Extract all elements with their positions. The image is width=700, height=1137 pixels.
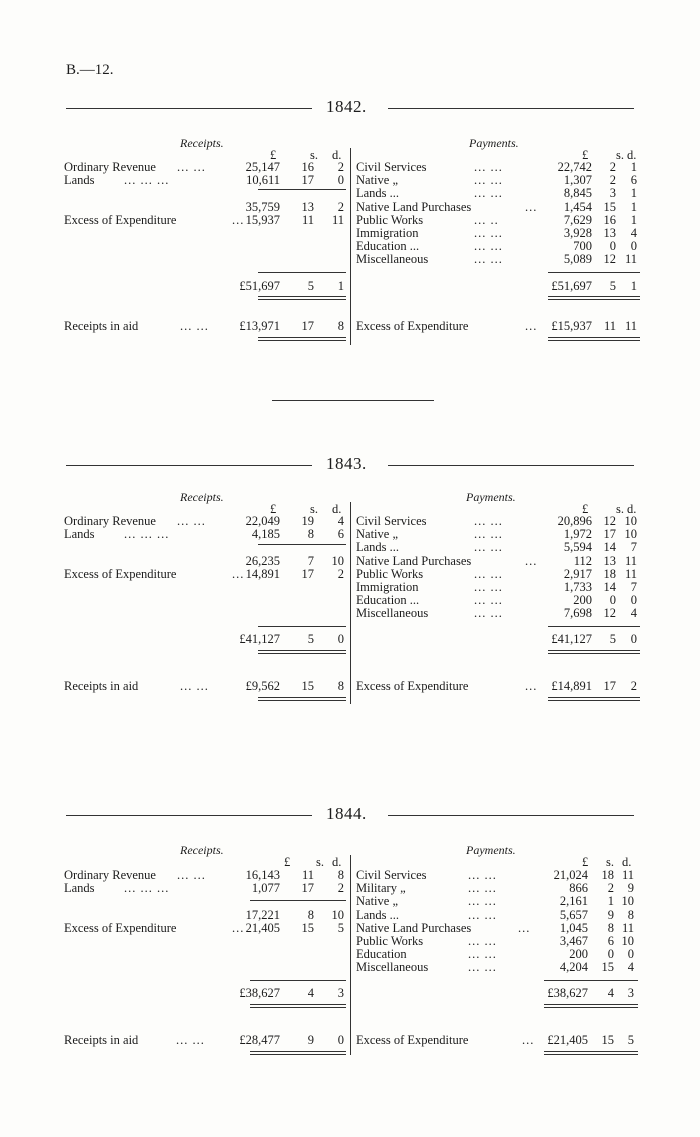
leader-dots: ... ... xyxy=(474,514,503,528)
amount-shillings: 16 xyxy=(603,213,616,227)
amount-shillings: 8 xyxy=(307,527,314,541)
column-divider xyxy=(350,148,351,345)
amount-pence: 4 xyxy=(337,514,344,528)
pound-header: £ xyxy=(582,855,589,869)
amount-shillings: 17 xyxy=(301,319,314,333)
receipt-label: Ordinary Revenue xyxy=(64,160,156,174)
amount-pence: 11 xyxy=(621,868,634,882)
leader-dots: ... ... ... xyxy=(124,173,170,187)
aid-double-rule xyxy=(258,337,346,341)
leader-dots: ... ... xyxy=(474,567,503,581)
shilling-header: s. xyxy=(616,502,624,516)
leader-dots: ... xyxy=(232,213,245,227)
amount-pounds: £38,627 xyxy=(239,986,280,1000)
section-separator xyxy=(272,400,434,401)
amount-pounds: 1,045 xyxy=(559,921,588,935)
leader-dots: ... ... ... xyxy=(124,881,170,895)
subtotal-rule xyxy=(258,189,346,190)
leader-dots: ... ... xyxy=(177,160,206,174)
total-double-rule xyxy=(544,1004,638,1008)
amount-pounds: 1,454 xyxy=(563,200,592,214)
pound-header: £ xyxy=(582,502,589,516)
receipt-label: Excess of Expenditure xyxy=(64,567,177,581)
payment-label: Native „ xyxy=(356,894,398,908)
leader-dots: ... ... xyxy=(468,868,497,882)
payment-label: Lands ... xyxy=(356,186,400,200)
aid-double-rule xyxy=(250,1051,346,1055)
amount-pounds: 10,611 xyxy=(246,173,280,187)
amount-pence: 10 xyxy=(624,527,637,541)
amount-shillings: 15 xyxy=(601,960,614,974)
amount-shillings: 2 xyxy=(609,173,616,187)
amount-pence: 6 xyxy=(630,173,637,187)
amount-pence: 1 xyxy=(630,279,637,293)
title-rule-left xyxy=(66,815,312,816)
amount-shillings: 8 xyxy=(607,921,614,935)
payment-label: Miscellaneous xyxy=(356,960,429,974)
total-double-rule xyxy=(548,650,640,654)
amount-shillings: 5 xyxy=(307,279,314,293)
receipt-label: Ordinary Revenue xyxy=(64,868,156,882)
total-rule xyxy=(548,626,640,627)
amount-shillings: 12 xyxy=(603,514,616,528)
amount-pence: 2 xyxy=(337,881,344,895)
total-double-rule xyxy=(258,650,346,654)
amount-shillings: 14 xyxy=(603,540,616,554)
amount-pounds: 1,972 xyxy=(563,527,592,541)
amount-pounds: 2,161 xyxy=(559,894,588,908)
payment-label: Public Works xyxy=(356,567,424,581)
total-double-rule xyxy=(250,1004,346,1008)
amount-shillings: 4 xyxy=(607,986,614,1000)
amount-shillings: 0 xyxy=(609,593,616,607)
amount-pounds: 200 xyxy=(569,947,588,961)
title-rule-right xyxy=(388,815,634,816)
amount-shillings: 5 xyxy=(609,279,616,293)
page-reference: B.—12. xyxy=(66,62,114,78)
leader-dots: ... xyxy=(525,554,538,568)
amount-pence: 11 xyxy=(624,252,637,266)
leader-dots: ... ... xyxy=(180,679,209,693)
pence-header: d. xyxy=(332,148,342,162)
payment-label: Civil Services xyxy=(356,868,427,882)
leader-dots: ... ... xyxy=(180,319,209,333)
payments-header: Payments. xyxy=(469,136,519,150)
leader-dots: ... ... xyxy=(474,252,503,266)
amount-pence: 10 xyxy=(331,908,344,922)
leader-dots: ... ... xyxy=(468,947,497,961)
shilling-header: s. xyxy=(310,502,318,516)
payment-label: Immigration xyxy=(356,580,419,594)
amount-shillings: 8 xyxy=(307,908,314,922)
leader-dots: ... ... xyxy=(177,514,206,528)
amount-pence: 11 xyxy=(624,554,637,568)
column-divider xyxy=(350,855,351,1055)
title-rule-left xyxy=(66,108,312,109)
amount-pounds: 2,917 xyxy=(563,567,592,581)
amount-pounds: 22,742 xyxy=(557,160,592,174)
amount-shillings: 5 xyxy=(609,632,616,646)
amount-pounds: 1,733 xyxy=(563,580,592,594)
amount-shillings: 0 xyxy=(609,239,616,253)
amount-pence: 2 xyxy=(337,160,344,174)
amount-pounds: 866 xyxy=(569,881,588,895)
amount-shillings: 18 xyxy=(601,868,614,882)
amount-pounds: 3,467 xyxy=(559,934,588,948)
subtotal-rule xyxy=(250,900,346,901)
amount-pounds: 5,594 xyxy=(563,540,592,554)
amount-pounds: 25,147 xyxy=(245,160,280,174)
amount-pounds: 112 xyxy=(573,554,592,568)
amount-pounds: £41,127 xyxy=(551,632,592,646)
amount-shillings: 17 xyxy=(301,173,314,187)
amount-pence: 3 xyxy=(337,986,344,1000)
amount-shillings: 9 xyxy=(607,908,614,922)
amount-pence: 7 xyxy=(630,580,637,594)
amount-pence: 8 xyxy=(337,868,344,882)
leader-dots: ... xyxy=(232,567,245,581)
receipt-label: Lands xyxy=(64,881,95,895)
total-rule xyxy=(544,980,638,981)
leader-dots: ... ... xyxy=(468,960,497,974)
receipt-label: Excess of Expenditure xyxy=(64,921,177,935)
amount-pounds: 1,077 xyxy=(251,881,280,895)
amount-pounds: 4,204 xyxy=(559,960,588,974)
amount-pence: 4 xyxy=(630,606,637,620)
amount-pence: 1 xyxy=(630,186,637,200)
amount-shillings: 11 xyxy=(603,319,616,333)
payment-label: Public Works xyxy=(356,934,424,948)
payment-label: Excess of Expenditure xyxy=(356,1033,469,1047)
amount-pence: 5 xyxy=(337,921,344,935)
amount-pounds: 4,185 xyxy=(251,527,280,541)
amount-pence: 1 xyxy=(630,213,637,227)
leader-dots: ... ... xyxy=(474,226,503,240)
aid-double-rule xyxy=(548,697,640,701)
leader-dots: ... ... xyxy=(474,173,503,187)
total-double-rule xyxy=(548,296,640,300)
title-rule-left xyxy=(66,465,312,466)
amount-pence: 2 xyxy=(337,567,344,581)
leader-dots: ... ... xyxy=(474,239,503,253)
payment-label: Military „ xyxy=(356,881,406,895)
pound-header: £ xyxy=(284,855,291,869)
leader-dots: ... ... ... xyxy=(124,527,170,541)
payment-label: Native Land Purchases xyxy=(356,200,472,214)
payment-label: Education ... xyxy=(356,593,420,607)
amount-shillings: 15 xyxy=(301,921,314,935)
shilling-header: s. xyxy=(316,855,324,869)
total-rule xyxy=(258,272,346,273)
amount-pence: 4 xyxy=(630,226,637,240)
pence-header: d. xyxy=(627,502,637,516)
receipt-label: Ordinary Revenue xyxy=(64,514,156,528)
amount-shillings: 6 xyxy=(607,934,614,948)
leader-dots: ... xyxy=(525,679,538,693)
amount-pounds: 14,891 xyxy=(245,567,280,581)
receipts-header: Receipts. xyxy=(180,136,224,150)
amount-pence: 10 xyxy=(621,894,634,908)
title-rule-right xyxy=(388,465,634,466)
amount-pence: 0 xyxy=(627,947,634,961)
payment-label: Native Land Purchases xyxy=(356,554,472,568)
amount-pounds: 5,657 xyxy=(559,908,588,922)
amount-pence: 9 xyxy=(627,881,634,895)
amount-pounds: 16,143 xyxy=(245,868,280,882)
amount-shillings: 16 xyxy=(301,160,314,174)
amount-shillings: 14 xyxy=(603,580,616,594)
leader-dots: ... ... xyxy=(468,908,497,922)
leader-dots: ... ... xyxy=(468,894,497,908)
amount-shillings: 19 xyxy=(301,514,314,528)
receipt-label: Receipts in aid xyxy=(64,319,139,333)
amount-pence: 8 xyxy=(337,679,344,693)
amount-pence: 1 xyxy=(337,279,344,293)
leader-dots: ... ... xyxy=(474,186,503,200)
amount-shillings: 17 xyxy=(301,881,314,895)
aid-double-rule xyxy=(548,337,640,341)
amount-shillings: 17 xyxy=(301,567,314,581)
receipt-label: Receipts in aid xyxy=(64,1033,139,1047)
payment-label: Miscellaneous xyxy=(356,606,429,620)
receipt-label: Lands xyxy=(64,173,95,187)
amount-pounds: 21,024 xyxy=(553,868,588,882)
payment-label: Lands ... xyxy=(356,908,400,922)
leader-dots: ... ... xyxy=(474,606,503,620)
amount-pounds: £28,477 xyxy=(239,1033,280,1047)
amount-shillings: 13 xyxy=(603,226,616,240)
amount-pence: 5 xyxy=(627,1033,634,1047)
amount-pence: 0 xyxy=(630,593,637,607)
amount-pounds: 20,896 xyxy=(557,514,592,528)
amount-shillings: 11 xyxy=(301,868,314,882)
amount-pounds: 1,307 xyxy=(563,173,592,187)
payment-label: Education ... xyxy=(356,239,420,253)
leader-dots: ... ... xyxy=(474,580,503,594)
amount-shillings: 12 xyxy=(603,252,616,266)
amount-pence: 10 xyxy=(331,554,344,568)
amount-shillings: 12 xyxy=(603,606,616,620)
year-title: 1843. xyxy=(326,454,367,473)
payment-label: Civil Services xyxy=(356,514,427,528)
shilling-header: s. xyxy=(606,855,614,869)
payment-label: Native „ xyxy=(356,173,398,187)
amount-pounds: 35,759 xyxy=(245,200,280,214)
amount-pence: 0 xyxy=(337,632,344,646)
payment-label: Excess of Expenditure xyxy=(356,319,469,333)
payment-label: Civil Services xyxy=(356,160,427,174)
subtotal-rule xyxy=(258,544,346,545)
amount-shillings: 15 xyxy=(601,1033,614,1047)
amount-pounds: £13,971 xyxy=(239,319,280,333)
total-double-rule xyxy=(258,296,346,300)
amount-pence: 7 xyxy=(630,540,637,554)
payment-label: Native „ xyxy=(356,527,398,541)
amount-pence: 8 xyxy=(627,908,634,922)
receipt-label: Lands xyxy=(64,527,95,541)
amount-pence: 10 xyxy=(624,514,637,528)
leader-dots: ... ... xyxy=(468,881,497,895)
leader-dots: ... ... xyxy=(474,593,503,607)
amount-pounds: £51,697 xyxy=(551,279,592,293)
payment-label: Immigration xyxy=(356,226,419,240)
payment-label: Miscellaneous xyxy=(356,252,429,266)
leader-dots: ... .. xyxy=(474,213,499,227)
receipts-header: Receipts. xyxy=(180,843,224,857)
amount-pence: 1 xyxy=(630,200,637,214)
amount-shillings: 17 xyxy=(603,679,616,693)
amount-shillings: 3 xyxy=(609,186,616,200)
year-title: 1842. xyxy=(326,97,367,116)
total-rule xyxy=(250,980,346,981)
amount-pence: 6 xyxy=(337,527,344,541)
amount-shillings: 11 xyxy=(301,213,314,227)
amount-shillings: 9 xyxy=(307,1033,314,1047)
year-title: 1844. xyxy=(326,804,367,823)
leader-dots: ... ... xyxy=(468,934,497,948)
amount-pounds: 200 xyxy=(573,593,592,607)
amount-pence: 3 xyxy=(627,986,634,1000)
amount-pounds: 7,698 xyxy=(563,606,592,620)
amount-pounds: £21,405 xyxy=(547,1033,588,1047)
receipts-header: Receipts. xyxy=(180,490,224,504)
amount-pence: 1 xyxy=(630,160,637,174)
amount-pounds: 15,937 xyxy=(245,213,280,227)
leader-dots: ... ... xyxy=(176,1033,205,1047)
amount-shillings: 15 xyxy=(301,679,314,693)
leader-dots: ... xyxy=(525,319,538,333)
amount-shillings: 7 xyxy=(307,554,314,568)
shilling-header: s. xyxy=(616,148,624,162)
amount-pence: 10 xyxy=(621,934,634,948)
pence-header: d. xyxy=(622,855,632,869)
amount-pence: 4 xyxy=(627,960,634,974)
amount-shillings: 13 xyxy=(301,200,314,214)
amount-pence: 2 xyxy=(630,679,637,693)
amount-pence: 11 xyxy=(621,921,634,935)
amount-pounds: 26,235 xyxy=(245,554,280,568)
payments-header: Payments. xyxy=(466,843,516,857)
total-rule xyxy=(258,626,346,627)
amount-shillings: 2 xyxy=(607,881,614,895)
pence-header: d. xyxy=(332,502,342,516)
amount-pounds: 3,928 xyxy=(563,226,592,240)
receipt-label: Receipts in aid xyxy=(64,679,139,693)
amount-shillings: 15 xyxy=(603,200,616,214)
amount-pounds: £38,627 xyxy=(547,986,588,1000)
leader-dots: ... ... xyxy=(177,868,206,882)
amount-pounds: 17,221 xyxy=(245,908,280,922)
amount-shillings: 13 xyxy=(603,554,616,568)
leader-dots: ... ... xyxy=(474,527,503,541)
amount-pounds: £51,697 xyxy=(239,279,280,293)
pound-header: £ xyxy=(270,148,277,162)
receipt-label: Excess of Expenditure xyxy=(64,213,177,227)
amount-pence: 0 xyxy=(630,239,637,253)
column-divider xyxy=(350,502,351,704)
payment-label: Excess of Expenditure xyxy=(356,679,469,693)
amount-pence: 11 xyxy=(624,567,637,581)
payment-label: Lands ... xyxy=(356,540,400,554)
amount-pounds: 5,089 xyxy=(563,252,592,266)
payment-label: Native Land Purchases xyxy=(356,921,472,935)
amount-shillings: 1 xyxy=(607,894,614,908)
amount-pence: 0 xyxy=(337,173,344,187)
leader-dots: ... ... xyxy=(474,160,503,174)
amount-shillings: 5 xyxy=(307,632,314,646)
pence-header: d. xyxy=(627,148,637,162)
amount-pounds: £15,937 xyxy=(551,319,592,333)
pence-header: d. xyxy=(332,855,342,869)
payments-header: Payments. xyxy=(466,490,516,504)
amount-pounds: £14,891 xyxy=(551,679,592,693)
total-rule xyxy=(548,272,640,273)
amount-pence: 0 xyxy=(337,1033,344,1047)
payment-label: Public Works xyxy=(356,213,424,227)
aid-double-rule xyxy=(544,1051,638,1055)
leader-dots: ... xyxy=(522,1033,535,1047)
amount-shillings: 17 xyxy=(603,527,616,541)
leader-dots: ... xyxy=(518,921,531,935)
amount-pounds: 21,405 xyxy=(245,921,280,935)
pound-header: £ xyxy=(270,502,277,516)
amount-pence: 11 xyxy=(331,213,344,227)
title-rule-right xyxy=(388,108,634,109)
leader-dots: ... xyxy=(232,921,245,935)
shilling-header: s. xyxy=(310,148,318,162)
aid-double-rule xyxy=(258,697,346,701)
leader-dots: ... xyxy=(525,200,538,214)
leader-dots: ... ... xyxy=(474,540,503,554)
amount-shillings: 2 xyxy=(609,160,616,174)
payment-label: Education xyxy=(356,947,407,961)
amount-shillings: 0 xyxy=(607,947,614,961)
amount-pounds: £9,562 xyxy=(245,679,280,693)
amount-shillings: 18 xyxy=(603,567,616,581)
amount-pence: 2 xyxy=(337,200,344,214)
amount-pounds: 22,049 xyxy=(245,514,280,528)
amount-shillings: 4 xyxy=(307,986,314,1000)
pound-header: £ xyxy=(582,148,589,162)
amount-pounds: £41,127 xyxy=(239,632,280,646)
amount-pence: 11 xyxy=(624,319,637,333)
amount-pence: 8 xyxy=(337,319,344,333)
amount-pounds: 8,845 xyxy=(563,186,592,200)
amount-pounds: 700 xyxy=(573,239,592,253)
amount-pence: 0 xyxy=(630,632,637,646)
amount-pounds: 7,629 xyxy=(563,213,592,227)
